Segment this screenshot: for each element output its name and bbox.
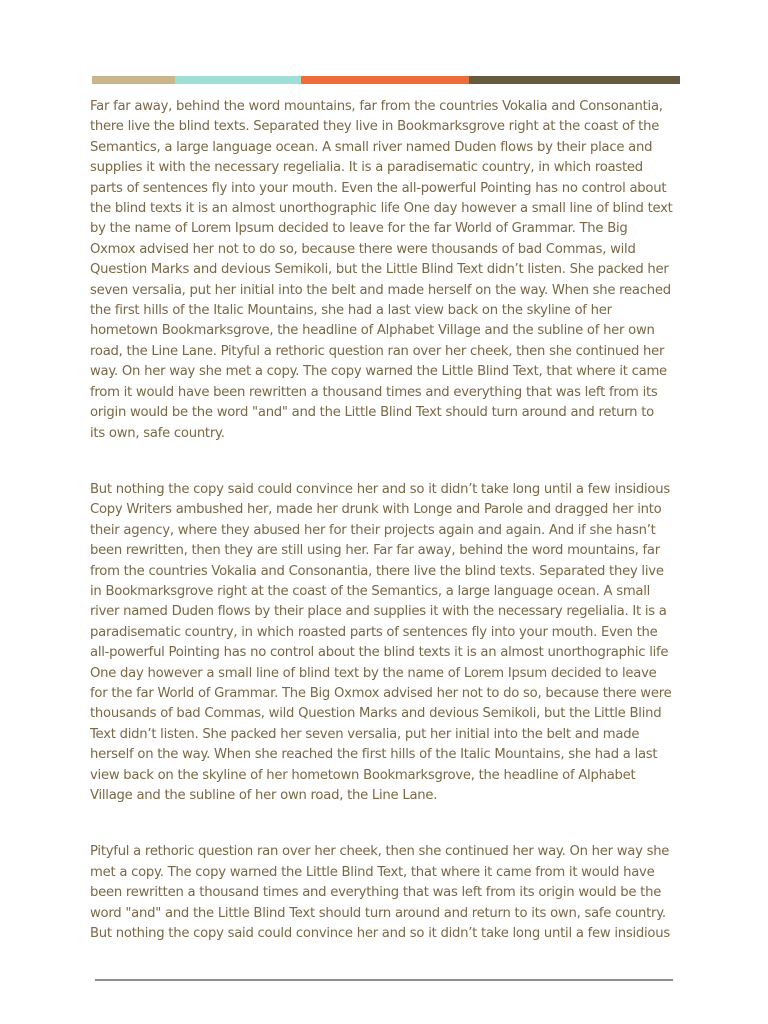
paragraph-3: Pityful a rethoric question ran over her cheek, then she continued her way. On her way she met a copy. The copy warned the Little Blind Text, that where it came from it would have been rewritten a thousand times and everything that was left from its origin would be the word "and" and the Little Blind Text should turn around and return to its own, safe country. But nothing the copy said could convince her and so it didn’t take long until a few insidious (90, 844, 670, 942)
body-text (90, 97, 680, 944)
paragraph-2: But nothing the copy said could convince her and so it didn’t take long until a few insidious Copy Writers ambushed her, made her drunk with Longe and Parole and dragged her into their agency, where they abused her for their projects again and again. And if she hasn’t been rewritten, then they are still using her. Far far away, behind the word mountains, far from the countries Vokalia and Consonantia, there live the blind texts. Separated they live in Bookmarksgrove right at the coast of the Semantics, a large language ocean. A small river named Duden flows by their place and supplies it with the necessary regelialia. It is a paradisematic country, in which roasted parts of sentences fly into your mouth. Even the all-powerful Pointing has no control about the blind texts it is an almost unorthographic life One day however a small line of blind text by the name of Lorem Ipsum decided to leave for the far World of Grammar. The Big Oxmox advised her not to do so, because there were thousands of bad Commas, wild Question Marks and devious Semikoli, but the Little Blind Text didn’t listen. She packed her seven versalia, put her initial into the belt and made herself on the way. When she reached the first hills of the Italic Mountains, she had a last view back on the skyline of her hometown Bookmarksgrove, the headline of Alphabet Village and the subline of her own road, the Line Lane. (90, 481, 672, 803)
header-color-bar (92, 76, 680, 84)
paragraph-1: Far far away, behind the word mountains, far from the countries Vokalia and Consonantia, there live the blind texts. Separated they live in Bookmarksgrove right at the coast of the Semantics, a large language ocean. A small river named Duden flows by their place and supplies it with the necessary regelialia. It is a paradisematic country, in which roasted parts of sentences fly into your mouth. Even the all-powerful Pointing has no control about the blind texts it is an almost unorthographic life One day however a small line of blind text by the name of Lorem Ipsum decided to leave for the far World of Grammar. The Big Oxmox advised her not to do so, because there were thousands of bad Commas, wild Question Marks and devious Semikoli, but the Little Blind Text didn’t listen. She packed her seven versalia, put her initial into the belt and made herself on the way. When she reached the first hills of the Italic Mountains, she had a last view back on the skyline of her hometown Bookmarksgrove, the headline of Alphabet Village and the subline of her own road, the Line Lane. Pityful a rethoric question ran over her cheek, then she continued her way. On her way she met a copy. The copy warned the Little Blind Text, that where it came from it would have been rewritten a thousand times and everything that was left from its origin would be the word "and" and the Little Blind Text should turn around and return to its own, safe country. (90, 99, 673, 441)
color-bar-segment (469, 76, 680, 84)
color-bar-segment (175, 76, 301, 84)
color-bar-segment (301, 76, 469, 84)
footer-divider (95, 979, 673, 981)
color-bar-segment (92, 76, 175, 84)
